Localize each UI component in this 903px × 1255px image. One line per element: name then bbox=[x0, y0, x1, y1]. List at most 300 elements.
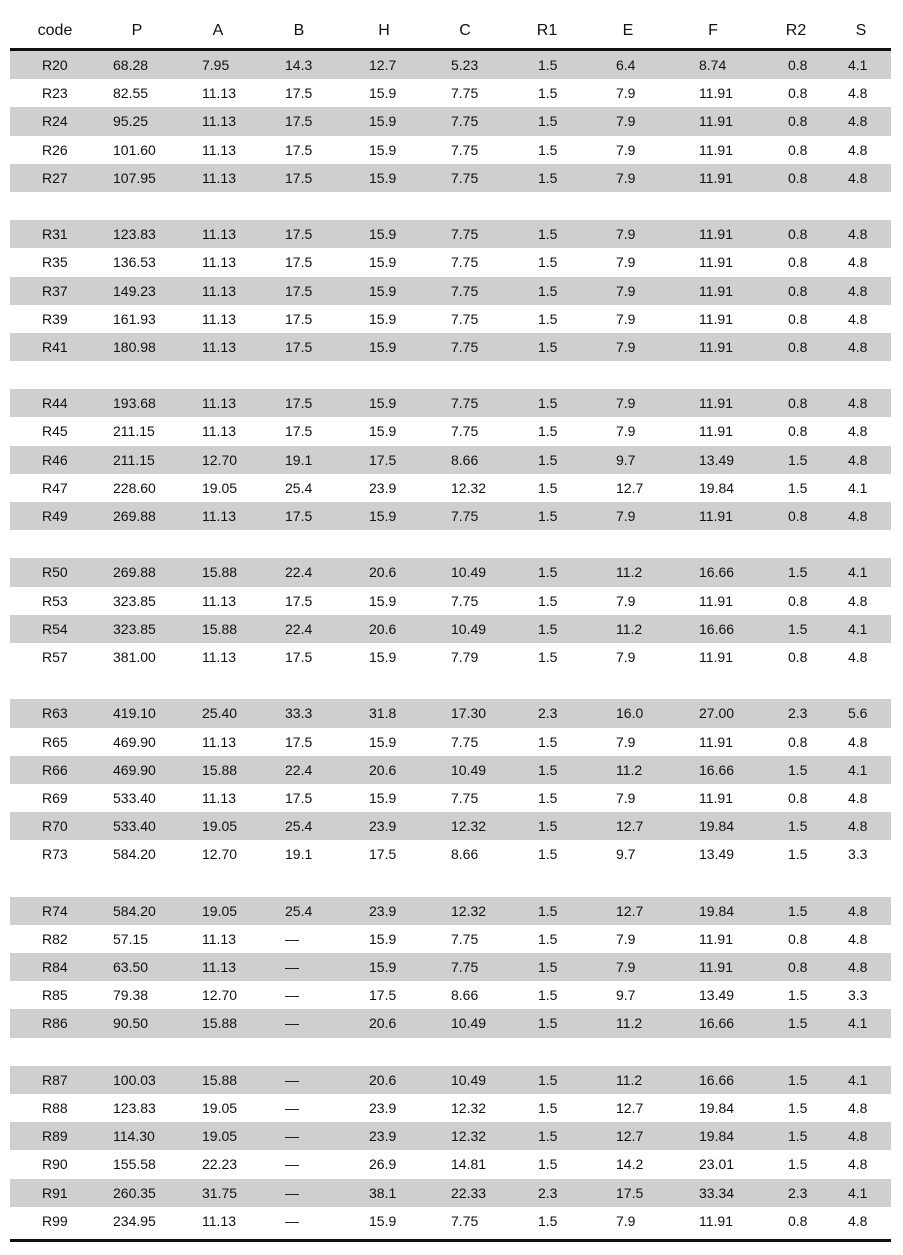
cell-f: 16.66 bbox=[699, 761, 735, 778]
cell-a: 11.13 bbox=[202, 85, 236, 102]
cell-f: 11.91 bbox=[699, 959, 733, 975]
cell-p: 123.83 bbox=[113, 226, 156, 243]
cell-e: 12.7 bbox=[616, 1128, 644, 1145]
cell-code: R73 bbox=[42, 846, 68, 863]
cell-s: 5.6 bbox=[848, 705, 868, 722]
cell-s: 4.8 bbox=[848, 1099, 868, 1116]
table-row bbox=[10, 897, 891, 925]
cell-e: 7.9 bbox=[616, 592, 636, 609]
cell-s: 3.3 bbox=[848, 846, 868, 863]
cell-r2: 1.5 bbox=[788, 1156, 808, 1173]
cell-f: 11.91 bbox=[699, 423, 733, 440]
cell-p: 95.25 bbox=[113, 113, 149, 130]
cell-h: 15.9 bbox=[369, 789, 397, 806]
cell-r1: 1.5 bbox=[538, 282, 558, 299]
cell-c: 12.32 bbox=[451, 818, 487, 835]
cell-e: 7.9 bbox=[616, 169, 636, 186]
data-table bbox=[10, 0, 891, 1242]
column-header-r1: R1 bbox=[536, 22, 558, 39]
cell-p: 161.93 bbox=[113, 310, 156, 327]
cell-c: 7.75 bbox=[451, 1212, 479, 1229]
cell-s: 4.1 bbox=[848, 1015, 868, 1032]
cell-e: 7.9 bbox=[616, 141, 636, 158]
cell-e: 11.2 bbox=[616, 620, 643, 637]
column-header-s: S bbox=[855, 22, 867, 39]
table-row bbox=[10, 1207, 891, 1235]
table-row bbox=[10, 699, 891, 727]
cell-c: 12.32 bbox=[451, 479, 487, 496]
cell-h: 26.9 bbox=[369, 1156, 397, 1173]
cell-s: 4.8 bbox=[848, 451, 868, 468]
table-row bbox=[10, 1122, 891, 1150]
cell-c: 12.32 bbox=[451, 1128, 487, 1145]
cell-s: 4.8 bbox=[848, 282, 868, 299]
cell-s: 4.1 bbox=[848, 479, 868, 496]
table-row bbox=[10, 728, 891, 756]
table-row bbox=[10, 248, 891, 276]
cell-e: 7.9 bbox=[616, 282, 636, 299]
cell-a: 12.70 bbox=[202, 451, 238, 468]
cell-r1: 1.5 bbox=[538, 761, 558, 778]
cell-r1: 1.5 bbox=[538, 310, 558, 327]
table-row bbox=[10, 615, 891, 643]
cell-c: 5.23 bbox=[451, 57, 479, 73]
cell-e: 12.7 bbox=[616, 479, 644, 496]
cell-f: 11.91 bbox=[699, 226, 733, 243]
cell-s: 4.8 bbox=[848, 1128, 868, 1145]
cell-r2: 1.5 bbox=[788, 479, 808, 496]
table-row bbox=[10, 417, 891, 445]
cell-h: 23.9 bbox=[369, 479, 397, 496]
cell-c: 14.81 bbox=[451, 1156, 487, 1173]
cell-p: 211.15 bbox=[113, 423, 155, 440]
cell-c: 7.75 bbox=[451, 733, 479, 750]
cell-r1: 1.5 bbox=[538, 620, 558, 637]
cell-a: 12.70 bbox=[202, 846, 238, 863]
table-row bbox=[10, 1179, 891, 1207]
cell-r2: 0.8 bbox=[788, 423, 808, 440]
cell-b: — bbox=[285, 1099, 299, 1116]
cell-b: 33.3 bbox=[285, 705, 313, 722]
cell-h: 20.6 bbox=[369, 564, 397, 581]
table-row bbox=[10, 925, 891, 953]
cell-a: 11.13 bbox=[202, 226, 236, 243]
cell-b: 17.5 bbox=[285, 508, 313, 524]
cell-r1: 1.5 bbox=[538, 113, 558, 130]
cell-h: 15.9 bbox=[369, 423, 397, 440]
cell-s: 4.8 bbox=[848, 169, 868, 186]
cell-code: R31 bbox=[42, 226, 68, 243]
cell-c: 7.75 bbox=[451, 423, 479, 440]
cell-b: 17.5 bbox=[285, 141, 313, 158]
cell-a: 11.13 bbox=[202, 141, 236, 158]
table-row bbox=[10, 389, 891, 417]
cell-code: R45 bbox=[42, 423, 68, 440]
cell-e: 12.7 bbox=[616, 818, 644, 835]
cell-b: 19.1 bbox=[285, 451, 313, 468]
cell-s: 4.8 bbox=[848, 930, 868, 947]
cell-code: R44 bbox=[42, 395, 68, 412]
cell-r2: 1.5 bbox=[788, 1099, 808, 1116]
cell-code: R63 bbox=[42, 705, 68, 722]
cell-code: R37 bbox=[42, 282, 68, 299]
cell-f: 11.91 bbox=[699, 930, 733, 947]
cell-s: 4.8 bbox=[848, 141, 868, 158]
cell-r2: 0.8 bbox=[788, 226, 808, 243]
cell-r2: 0.8 bbox=[788, 169, 808, 186]
cell-r2: 1.5 bbox=[788, 1071, 808, 1088]
cell-e: 7.9 bbox=[616, 310, 636, 327]
cell-a: 22.23 bbox=[202, 1156, 238, 1173]
cell-h: 15.9 bbox=[369, 254, 397, 271]
cell-b: 17.5 bbox=[285, 395, 313, 412]
cell-r2: 1.5 bbox=[788, 818, 808, 835]
cell-f: 11.91 bbox=[699, 338, 733, 355]
cell-f: 13.49 bbox=[699, 846, 735, 863]
cell-h: 23.9 bbox=[369, 1128, 397, 1145]
cell-code: R23 bbox=[42, 85, 68, 102]
table-row bbox=[10, 51, 891, 79]
cell-code: R27 bbox=[42, 169, 68, 186]
cell-a: 19.05 bbox=[202, 1099, 238, 1116]
table-row bbox=[10, 1094, 891, 1122]
cell-r2: 2.3 bbox=[788, 1184, 808, 1201]
cell-r1: 1.5 bbox=[538, 930, 558, 947]
cell-h: 15.9 bbox=[369, 959, 397, 975]
cell-a: 11.13 bbox=[202, 959, 236, 975]
cell-p: 193.68 bbox=[113, 395, 156, 412]
cell-a: 15.88 bbox=[202, 620, 238, 637]
cell-code: R41 bbox=[42, 338, 68, 355]
cell-r2: 0.8 bbox=[788, 592, 808, 609]
cell-r2: 1.5 bbox=[788, 987, 808, 1004]
cell-f: 11.91 bbox=[699, 141, 733, 158]
table-row bbox=[10, 305, 891, 333]
cell-b: 17.5 bbox=[285, 113, 313, 130]
cell-p: 584.20 bbox=[113, 846, 156, 863]
cell-r2: 0.8 bbox=[788, 648, 808, 665]
group-spacer bbox=[10, 530, 891, 558]
cell-e: 7.9 bbox=[616, 226, 636, 243]
table-row bbox=[10, 784, 891, 812]
cell-r1: 2.3 bbox=[538, 1184, 558, 1201]
cell-r1: 1.5 bbox=[538, 1212, 558, 1229]
cell-code: R82 bbox=[42, 930, 68, 947]
cell-p: 155.58 bbox=[113, 1156, 156, 1173]
cell-a: 11.13 bbox=[202, 1212, 236, 1229]
cell-f: 11.91 bbox=[699, 508, 733, 524]
cell-h: 15.9 bbox=[369, 113, 397, 130]
cell-h: 17.5 bbox=[369, 451, 397, 468]
cell-e: 9.7 bbox=[616, 451, 636, 468]
cell-b: 17.5 bbox=[285, 254, 313, 271]
cell-a: 11.13 bbox=[202, 113, 236, 130]
cell-f: 13.49 bbox=[699, 987, 735, 1004]
cell-r2: 1.5 bbox=[788, 761, 808, 778]
cell-s: 4.8 bbox=[848, 592, 868, 609]
table-row bbox=[10, 643, 891, 671]
cell-c: 8.66 bbox=[451, 846, 479, 863]
cell-r2: 1.5 bbox=[788, 1015, 808, 1032]
cell-c: 7.75 bbox=[451, 141, 479, 158]
cell-code: R89 bbox=[42, 1128, 68, 1145]
cell-r2: 0.8 bbox=[788, 141, 808, 158]
table-row bbox=[10, 812, 891, 840]
cell-r2: 1.5 bbox=[788, 451, 808, 468]
table-row bbox=[10, 136, 891, 164]
cell-f: 11.91 bbox=[699, 254, 733, 271]
cell-a: 11.13 bbox=[202, 254, 236, 271]
cell-b: — bbox=[285, 1156, 299, 1173]
cell-a: 11.13 bbox=[202, 282, 236, 299]
cell-code: R65 bbox=[42, 733, 68, 750]
cell-c: 10.49 bbox=[451, 564, 487, 581]
cell-r1: 1.5 bbox=[538, 479, 558, 496]
cell-h: 15.9 bbox=[369, 508, 397, 524]
cell-p: 469.90 bbox=[113, 733, 156, 750]
cell-e: 7.9 bbox=[616, 254, 636, 271]
cell-r1: 2.3 bbox=[538, 705, 558, 722]
cell-r1: 1.5 bbox=[538, 1128, 558, 1145]
cell-f: 33.34 bbox=[699, 1184, 735, 1201]
cell-e: 6.4 bbox=[616, 57, 636, 73]
cell-b: — bbox=[285, 987, 299, 1004]
cell-r1: 1.5 bbox=[538, 733, 558, 750]
cell-e: 7.9 bbox=[616, 959, 636, 975]
table-header bbox=[10, 0, 891, 51]
cell-f: 11.91 bbox=[699, 282, 733, 299]
cell-h: 15.9 bbox=[369, 338, 397, 355]
cell-c: 12.32 bbox=[451, 902, 487, 919]
cell-r2: 0.8 bbox=[788, 930, 808, 947]
bottom-rule bbox=[10, 1239, 891, 1242]
cell-b: — bbox=[285, 1015, 299, 1032]
table-row bbox=[10, 981, 891, 1009]
cell-c: 7.75 bbox=[451, 930, 479, 947]
table-row bbox=[10, 1150, 891, 1178]
cell-f: 16.66 bbox=[699, 1015, 735, 1032]
cell-r1: 1.5 bbox=[538, 818, 558, 835]
cell-a: 15.88 bbox=[202, 1015, 238, 1032]
cell-f: 19.84 bbox=[699, 1099, 735, 1116]
cell-b: 25.4 bbox=[285, 818, 313, 835]
cell-code: R85 bbox=[42, 987, 68, 1004]
cell-c: 7.75 bbox=[451, 226, 479, 243]
cell-a: 11.13 bbox=[202, 508, 236, 524]
cell-r2: 1.5 bbox=[788, 902, 808, 919]
cell-p: 469.90 bbox=[113, 761, 156, 778]
cell-a: 7.95 bbox=[202, 57, 230, 73]
cell-p: 323.85 bbox=[113, 620, 156, 637]
table-row bbox=[10, 953, 891, 981]
cell-s: 4.8 bbox=[848, 1212, 868, 1229]
table-row bbox=[10, 107, 891, 135]
cell-p: 123.83 bbox=[113, 1099, 156, 1116]
cell-h: 15.9 bbox=[369, 1212, 397, 1229]
table-row bbox=[10, 164, 891, 192]
cell-p: 533.40 bbox=[113, 818, 156, 835]
cell-s: 4.8 bbox=[848, 818, 868, 835]
cell-s: 3.3 bbox=[848, 987, 868, 1004]
table-row bbox=[10, 1066, 891, 1094]
cell-s: 4.8 bbox=[848, 310, 868, 327]
cell-r1: 1.5 bbox=[538, 57, 558, 73]
cell-f: 11.91 bbox=[699, 733, 733, 750]
cell-c: 10.49 bbox=[451, 620, 487, 637]
cell-e: 7.9 bbox=[616, 733, 636, 750]
cell-f: 8.74 bbox=[699, 57, 727, 73]
cell-a: 11.13 bbox=[202, 648, 236, 665]
cell-p: 381.00 bbox=[113, 648, 156, 665]
cell-code: R53 bbox=[42, 592, 68, 609]
cell-code: R39 bbox=[42, 310, 68, 327]
cell-p: 584.20 bbox=[113, 902, 156, 919]
cell-r2: 0.8 bbox=[788, 85, 808, 102]
cell-c: 7.75 bbox=[451, 592, 479, 609]
cell-s: 4.8 bbox=[848, 733, 868, 750]
cell-c: 7.79 bbox=[451, 648, 479, 665]
cell-r2: 0.8 bbox=[788, 310, 808, 327]
cell-s: 4.8 bbox=[848, 508, 868, 524]
cell-a: 11.13 bbox=[202, 338, 236, 355]
cell-r2: 1.5 bbox=[788, 846, 808, 863]
cell-h: 15.9 bbox=[369, 282, 397, 299]
cell-p: 234.95 bbox=[113, 1212, 156, 1229]
cell-s: 4.1 bbox=[848, 620, 868, 637]
cell-r1: 1.5 bbox=[538, 423, 558, 440]
cell-p: 63.50 bbox=[113, 959, 149, 975]
cell-b: 17.5 bbox=[285, 310, 313, 327]
cell-a: 11.13 bbox=[202, 395, 236, 412]
cell-b: 17.5 bbox=[285, 733, 313, 750]
cell-b: — bbox=[285, 930, 299, 947]
cell-s: 4.8 bbox=[848, 902, 868, 919]
cell-p: 101.60 bbox=[113, 141, 156, 158]
cell-e: 7.9 bbox=[616, 930, 636, 947]
cell-r1: 1.5 bbox=[538, 564, 558, 581]
cell-code: R74 bbox=[42, 902, 68, 919]
cell-e: 7.9 bbox=[616, 338, 636, 355]
cell-s: 4.8 bbox=[848, 254, 868, 271]
cell-a: 19.05 bbox=[202, 1128, 238, 1145]
cell-a: 31.75 bbox=[202, 1184, 238, 1201]
cell-r2: 0.8 bbox=[788, 113, 808, 130]
cell-h: 20.6 bbox=[369, 1015, 397, 1032]
cell-r1: 1.5 bbox=[538, 85, 558, 102]
cell-r2: 0.8 bbox=[788, 733, 808, 750]
cell-h: 17.5 bbox=[369, 846, 397, 863]
cell-h: 38.1 bbox=[369, 1184, 397, 1201]
cell-p: 100.03 bbox=[113, 1071, 156, 1088]
cell-r2: 0.8 bbox=[788, 395, 808, 412]
cell-a: 15.88 bbox=[202, 761, 238, 778]
cell-code: R87 bbox=[42, 1071, 68, 1088]
cell-e: 12.7 bbox=[616, 1099, 644, 1116]
cell-a: 19.05 bbox=[202, 479, 238, 496]
cell-code: R20 bbox=[42, 57, 68, 73]
cell-e: 7.9 bbox=[616, 423, 636, 440]
cell-s: 4.8 bbox=[848, 423, 868, 440]
cell-code: R57 bbox=[42, 648, 68, 665]
cell-a: 11.13 bbox=[202, 930, 236, 947]
cell-h: 15.9 bbox=[369, 592, 397, 609]
cell-h: 20.6 bbox=[369, 1071, 397, 1088]
cell-e: 7.9 bbox=[616, 113, 636, 130]
cell-c: 7.75 bbox=[451, 254, 479, 271]
cell-p: 211.15 bbox=[113, 451, 155, 468]
cell-e: 7.9 bbox=[616, 1212, 636, 1229]
cell-h: 15.9 bbox=[369, 648, 397, 665]
cell-r1: 1.5 bbox=[538, 1099, 558, 1116]
cell-c: 7.75 bbox=[451, 338, 479, 355]
cell-r1: 1.5 bbox=[538, 338, 558, 355]
cell-r1: 1.5 bbox=[538, 648, 558, 665]
cell-h: 23.9 bbox=[369, 1099, 397, 1116]
cell-code: R84 bbox=[42, 959, 68, 975]
cell-s: 4.8 bbox=[848, 338, 868, 355]
cell-p: 79.38 bbox=[113, 987, 149, 1004]
cell-h: 31.8 bbox=[369, 705, 397, 722]
cell-r2: 2.3 bbox=[788, 705, 808, 722]
cell-e: 7.9 bbox=[616, 395, 636, 412]
cell-a: 25.40 bbox=[202, 705, 238, 722]
cell-r1: 1.5 bbox=[538, 592, 558, 609]
cell-code: R88 bbox=[42, 1099, 68, 1116]
cell-code: R70 bbox=[42, 818, 68, 835]
cell-p: 149.23 bbox=[113, 282, 156, 299]
cell-h: 15.9 bbox=[369, 310, 397, 327]
cell-s: 4.1 bbox=[848, 57, 868, 73]
cell-e: 14.2 bbox=[616, 1156, 644, 1173]
cell-p: 107.95 bbox=[113, 169, 156, 186]
column-header-f: F bbox=[708, 22, 718, 39]
cell-h: 15.9 bbox=[369, 733, 397, 750]
cell-e: 7.9 bbox=[616, 508, 636, 524]
cell-b: 25.4 bbox=[285, 902, 313, 919]
cell-r1: 1.5 bbox=[538, 789, 558, 806]
cell-code: R46 bbox=[42, 451, 68, 468]
cell-b: — bbox=[285, 1212, 299, 1229]
cell-r2: 0.8 bbox=[788, 57, 808, 73]
cell-f: 11.91 bbox=[699, 169, 733, 186]
cell-code: R91 bbox=[42, 1184, 68, 1201]
cell-e: 11.2 bbox=[616, 564, 643, 581]
cell-f: 11.91 bbox=[699, 85, 733, 102]
cell-f: 11.91 bbox=[699, 310, 733, 327]
table-body bbox=[10, 51, 891, 1235]
group-spacer bbox=[10, 192, 891, 220]
cell-e: 7.9 bbox=[616, 85, 636, 102]
group-spacer bbox=[10, 1038, 891, 1066]
cell-b: 17.5 bbox=[285, 85, 313, 102]
cell-r2: 0.8 bbox=[788, 1212, 808, 1229]
cell-h: 17.5 bbox=[369, 987, 397, 1004]
column-header-r2: R2 bbox=[785, 22, 807, 39]
cell-p: 269.88 bbox=[113, 564, 156, 581]
cell-r2: 1.5 bbox=[788, 620, 808, 637]
cell-c: 12.32 bbox=[451, 1099, 487, 1116]
cell-c: 7.75 bbox=[451, 395, 479, 412]
cell-r2: 0.8 bbox=[788, 282, 808, 299]
cell-r2: 1.5 bbox=[788, 564, 808, 581]
cell-f: 23.01 bbox=[699, 1156, 735, 1173]
cell-r1: 1.5 bbox=[538, 1071, 558, 1088]
cell-p: 180.98 bbox=[113, 338, 156, 355]
cell-p: 82.55 bbox=[113, 85, 149, 102]
column-header-e: E bbox=[622, 22, 634, 39]
cell-r1: 1.5 bbox=[538, 959, 558, 975]
table-row bbox=[10, 220, 891, 248]
